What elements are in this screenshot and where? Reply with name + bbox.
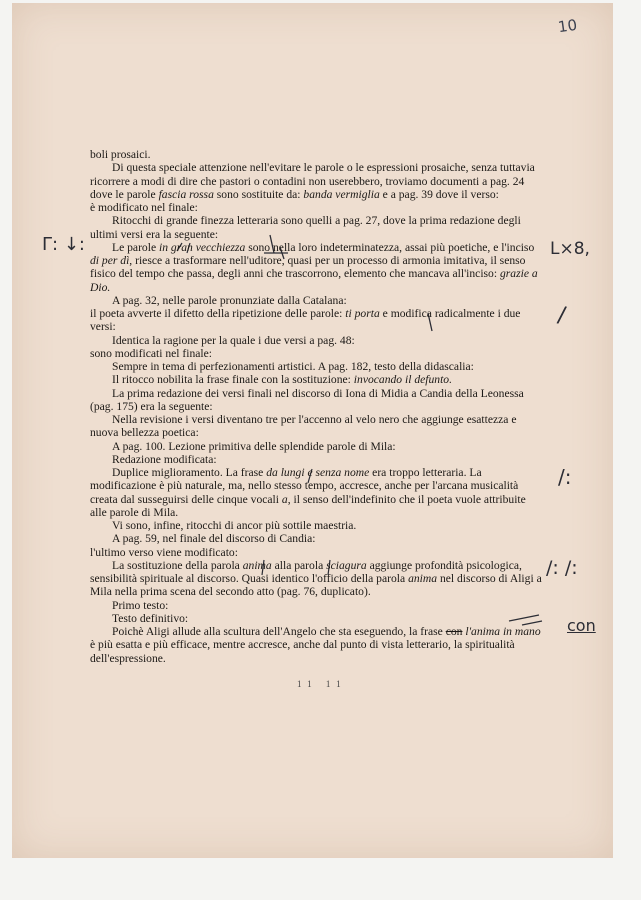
paragraph (90, 440, 545, 453)
text-line: aggiunge profondità psicologica, sensibilità spirituale al discorso. Quasi identico l'officio della parola (90, 558, 522, 585)
italic-quote: fascia rossa (158, 187, 214, 201)
right-margin-note-3: /: (558, 465, 572, 489)
page-corner-number: 10 (556, 15, 579, 37)
paragraph (90, 532, 545, 545)
paragraph (90, 625, 545, 665)
italic-quote: da lungi e senza nome (266, 466, 370, 479)
paragraph (90, 161, 545, 201)
right-margin-note-1: L×8, (550, 239, 590, 259)
right-margin-note-4: /: /: (546, 557, 578, 579)
text-line: sono sostituite da: (216, 187, 301, 201)
paragraph (90, 373, 545, 386)
italic-quote: l'anima in mano (465, 625, 541, 638)
text-line: Testo definitivo: (112, 611, 189, 625)
right-margin-note-5: con (567, 616, 596, 635)
text-line: Le parole (112, 240, 157, 254)
paragraph (90, 599, 545, 612)
text-line: A pag. 100. Lezione primitiva delle splendide parole di Mila: (112, 439, 396, 453)
text-line: è modificato nel finale: (90, 201, 198, 214)
struck-word: con (445, 625, 463, 638)
text-line: Vi sono, infine, ritocchi di ancor più sottile maestria. (112, 519, 357, 532)
italic-quote: anima (408, 572, 438, 585)
text-line: La prima redazione dei versi finali nel discorso di Iona di Midia a Candia della Leonessa (pag. 175) era la seguente: (90, 386, 524, 413)
text-line: sono nella loro indeterminatezza, assai più poetiche, e l'inciso (248, 240, 535, 254)
paragraph (90, 519, 545, 532)
italic-quote: di per dì (90, 254, 130, 267)
italic-quote: a (281, 492, 288, 506)
text-line: nel discorso di Aligi a Mila nella prima scena del secondo atto (pag. 76, duplicato). (90, 572, 542, 599)
text-line: e a pag. 39 dove il verso: (382, 187, 499, 201)
document-body (90, 148, 545, 665)
text-line: A pag. 32, nelle parole pronunziate dalla Catalana: (112, 293, 347, 307)
italic-quote: grazie a Dio. (90, 267, 538, 294)
paragraph (90, 148, 545, 161)
text-line: Di questa speciale attenzione nell'evitare le parole o le espressioni prosaiche, senza tuttavia ricorrere a modi di dire che pastori o contadini non userebbero, troviamo documenti a pag. 24 dove le parole (90, 161, 535, 201)
paragraph (90, 214, 545, 241)
paragraph (90, 466, 545, 519)
text-line: era troppo letteraria. La modificazione è più naturale, ma, nello stesso tempo, accresce, anche per l'arcana musicalità creata dal susseguirsi delle cinque vocali (90, 466, 519, 506)
text-line: , il senso dell'indefinito che il poeta vuole attribuite alle parole di Mila. (90, 492, 526, 519)
paragraph (90, 360, 545, 373)
text-line: Ritocchi di grande finezza letteraria sono quelli a pag. 27, dove la prima redazione degli ultimi versi era la seguente: (90, 214, 521, 241)
folio-mark: 11 11 (297, 679, 347, 689)
paragraph (90, 546, 545, 559)
text-line: Il ritocco nobilita la frase finale con la sostituzione: (112, 373, 351, 387)
paragraph (90, 612, 545, 625)
text-line: A pag. 59, nel finale del discorso di Candia: (112, 532, 316, 546)
italic-quote: ti porta (345, 307, 380, 320)
paragraph (90, 387, 545, 414)
document-page (12, 3, 613, 858)
text-line: , riesce a trasformare nell'uditore, quasi per un processo di armonia imitativa, il senso fisico del tempo che passa, degli anni che trascorrono, elemento che mancava all'inciso: (90, 254, 526, 281)
paragraph (90, 413, 545, 440)
paragraph (90, 201, 545, 214)
italic-quote: invocando il defunto. (353, 373, 453, 387)
text-line: Identica la ragione per la quale i due versi a pag. 48: (112, 333, 355, 347)
left-margin-note: Γ: ↓: (42, 234, 85, 255)
text-line: l'ultimo verso viene modificato: (90, 545, 238, 559)
paragraph (90, 241, 545, 294)
text-line: il poeta avverte il difetto della ripetizione delle parole: (90, 307, 343, 320)
text-line: è più esatta e più efficace, mentre accresce, anche dal punto di vista letterario, la spiritualità dell'espressione. (90, 638, 515, 665)
italic-quote: anima (242, 558, 272, 572)
text-line: Nella revisione i versi diventano tre per l'accenno al velo nero che aggiunge esattezza e nuova bellezza poetica: (90, 413, 517, 440)
paragraph (90, 559, 545, 599)
right-margin-note-2: / (555, 302, 568, 329)
text-line: Poichè Aligi allude alla scultura dell'Angelo che sta eseguendo, la frase (112, 625, 443, 638)
paragraph (90, 347, 545, 360)
italic-quote: in gran vecchiezza (159, 240, 246, 254)
paragraph (90, 294, 545, 307)
paragraph (90, 453, 545, 466)
text-line: boli prosaici. (90, 148, 151, 161)
text-line: La sostituzione della parola (112, 558, 240, 572)
text-line: alla parola (274, 558, 324, 572)
text-line: Redazione modificata: (112, 452, 217, 466)
paragraph (90, 334, 545, 347)
text-line: Duplice miglioramento. La frase (112, 466, 264, 479)
paragraph (90, 307, 545, 334)
italic-quote: sciagura (326, 558, 367, 572)
text-line: sono modificati nel finale: (90, 346, 213, 360)
text-line: Primo testo: (112, 598, 169, 612)
text-line: e modifica radicalmente i due versi: (90, 307, 521, 334)
italic-quote: banda vermiglia (303, 187, 380, 201)
text-line: Sempre in tema di perfezionamenti artistici. A pag. 182, testo della didascalia: (112, 360, 474, 373)
